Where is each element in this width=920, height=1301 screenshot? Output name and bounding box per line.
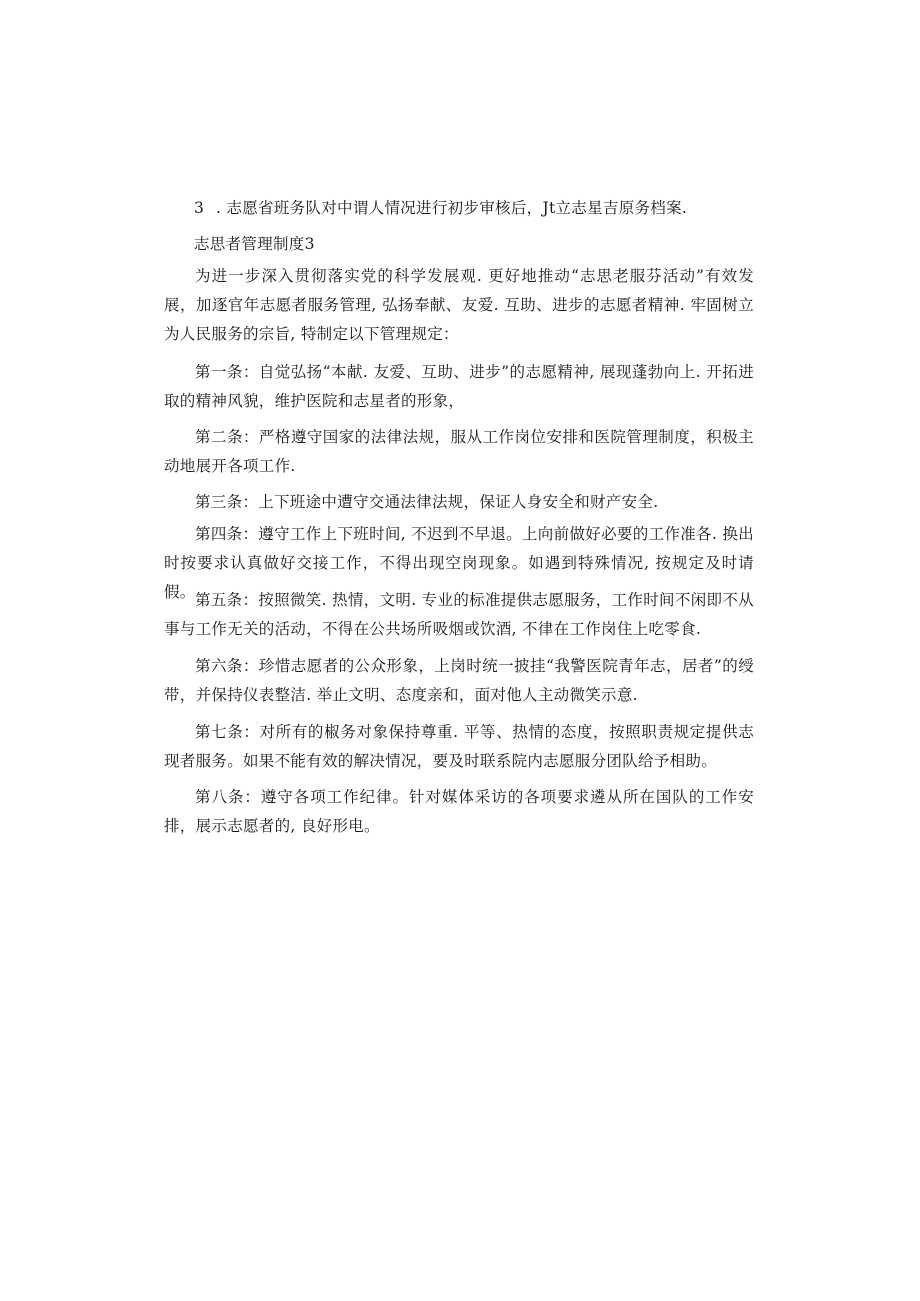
list-item-number: 3 <box>194 199 205 217</box>
list-item-3 <box>194 196 687 218</box>
article-1: 第一条：自觉弘扬“本献. 友爱、互助、进步”的志愿精神, 展现蓬勃向上. 开拓进取的精神风貌，维护医院和志星者的形象， <box>164 363 754 410</box>
list-item-text: . 志愿省班务队对中谓人情况进行初步审核后，Jt立志星吉原务档案. <box>216 199 688 217</box>
section-heading: 志思者管理制度3 <box>194 235 315 253</box>
intro-paragraph: 为进一步深入贯彻落实党的科学发展观. 更好地推动“志思老服芬活动”有效发展，加逐官年志愿者服务管理, 弘扬奉献、友爱. 互助、进步的志愿者精神. 牢固树立为人民服务的宗旨, 特制定以下管理规定： <box>164 267 754 343</box>
article-5: 第五条：按照微笑. 热情，文明. 专业的标准提供志愿服务，工作时间不闲即不从事与工作无关的活动，不得在公共场所吸烟或饮酒, 不律在工作岗住上吃零食. <box>164 591 754 638</box>
article-4: 第四条：遵守工作上下班时间, 不迟到不早退。上向前做好必要的工作准各. 换出时按要求认真做好交接工作，不得出现空岗现象。如遇到特殊情况, 按规定及时请假。 <box>164 525 754 601</box>
article-7: 第七条：对所有的椒务对象保持尊重. 平等、热情的态度，按照职责规定提供志现者服务。如果不能有效的解决情况，要及时联系院内志愿服分团队给予相助。 <box>164 723 754 770</box>
article-8: 第八条：遵守各项工作纪律。针对媒体采访的各项要求遴从所在国队的工作安排，展示志愿者的, 良好形电。 <box>164 788 754 835</box>
article-6: 第六条：珍惜志愿者的公众形象，上岗时统一披挂“我警医院青年志，居者”的绶带，并保持仪表整洁. 举止文明、态度亲和，面对他人主动微笑示意. <box>164 657 754 704</box>
article-2: 第二条：严格遵守国家的法律法规，服从工作岗位安排和医院管理制度，积极主动地展开各项工作. <box>164 428 754 475</box>
article-3: 第三条：上下班途中遭守交通法律法规，保证人身安全和财产安全. <box>195 493 659 511</box>
